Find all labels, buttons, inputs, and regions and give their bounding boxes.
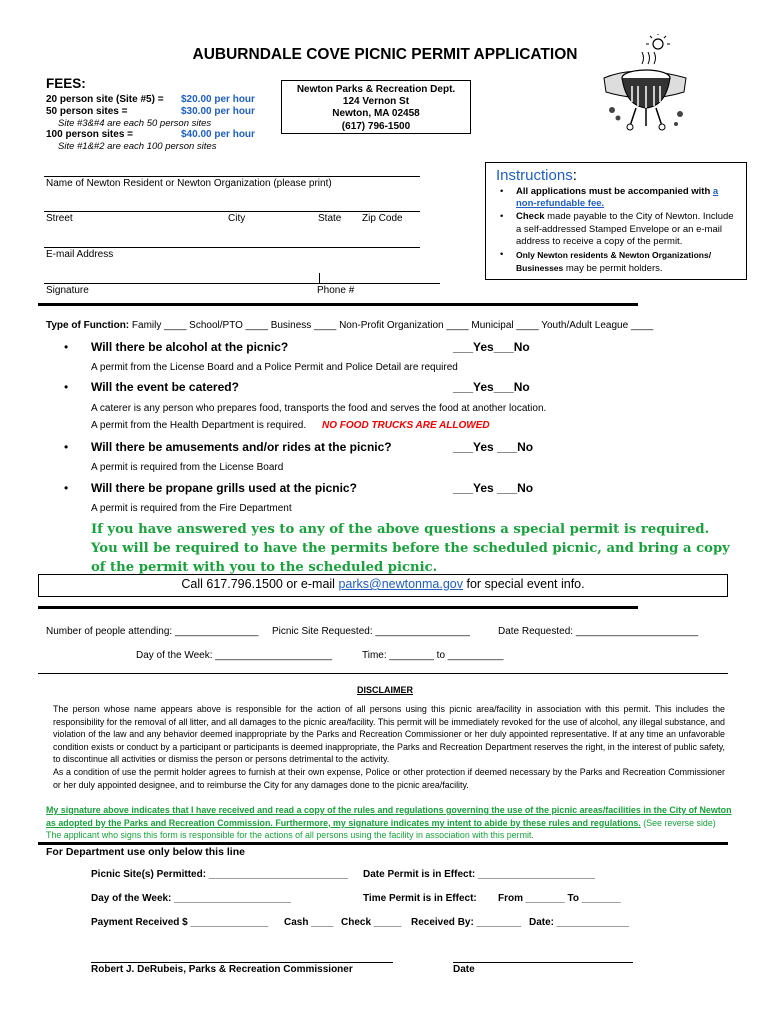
people-attending-field[interactable]: Number of people attending: _______________ [46, 626, 259, 637]
commissioner-date-label: Date [453, 964, 475, 975]
dept-day-field[interactable]: Day of the Week: _____________________ [91, 893, 291, 904]
phone-label: Phone # [317, 285, 355, 296]
disclaimer-para-1: The person whose name appears above is responsible for the action of all persons using this picnic area/facility in association with this permit. This includes the responsibility for the removal of all litter, and all damages to the picnic area/facility. This permit will be immediately revoked for the use of alcohol, any illegal substance, and violation of the law and any behavior deemed inappropriate by the Parks and Recreation Commissioner or her duly appointed representative. If at any time an unfavorable condition exists or conduct by a participant or participants is deemed inappropriate, the Parks and Recreation Department reserves the right, in the interest of public safety, to discontinue all activities or dismiss the person or persons detrimental to the activity. [53, 704, 725, 765]
email-line[interactable] [44, 247, 420, 248]
signature-line[interactable] [44, 283, 440, 284]
call-text: Call 617.796.1500 or e-mail [181, 577, 339, 591]
divider-top [38, 303, 638, 306]
note-propane: A permit is required from the Fire Department [91, 503, 292, 514]
acknowledgement-bold: My signature above indicates that I have received and read a copy of the rules and regulations governing the use of the picnic areas/facilities in the City of Newton as adopted by the Parks and Recreation Commission. Furthermore, my signature indicates my intent to abide by these rules and regulations. [46, 805, 732, 828]
date-in-effect-field[interactable]: Date Permit is in Effect: _____________________ [363, 869, 595, 880]
instruction-item-fee [492, 186, 740, 210]
from-to-field[interactable]: From _______ To _______ [498, 893, 621, 904]
fee-site5-label: 20 person site (Site #5) = [46, 94, 164, 105]
special-event-callout [38, 574, 728, 597]
question-catered: Will the event be catered? [91, 380, 239, 394]
name-line[interactable] [44, 176, 420, 177]
city-label: City [228, 213, 246, 224]
time-in-effect-label: Time Permit is in Effect: [363, 893, 477, 904]
check-field[interactable]: Check _____ [341, 917, 402, 928]
divider-department [38, 842, 728, 845]
address-phone: (617) 796-1500 [341, 120, 411, 132]
address-box [281, 80, 471, 134]
fees-heading: FEES: [46, 76, 86, 91]
commissioner-name: Robert J. DeRubeis, Parks & Recreation Commissioner [91, 964, 353, 975]
warning-food-trucks: NO FOOD TRUCKS ARE ALLOWED [322, 420, 490, 431]
signature-label: Signature [46, 285, 89, 296]
instruction-item-residents [492, 249, 740, 275]
answer-amusements[interactable]: ___Yes ___No [453, 440, 534, 454]
fee-site5 [46, 94, 255, 105]
note-amusements: A permit is required from the License Board [91, 462, 284, 473]
answer-catered[interactable]: ___Yes___No [453, 380, 530, 394]
site-requested-field[interactable]: Picnic Site Requested: _________________ [272, 626, 470, 637]
divider-middle [38, 606, 638, 609]
bullet-icon: • [64, 340, 69, 354]
address-city: Newton, MA 02458 [332, 108, 420, 120]
signature-divider [319, 273, 320, 283]
address-dept: Newton Parks & Recreation Dept. [296, 84, 456, 95]
dept-date-field[interactable]: Date: _____________ [529, 917, 630, 928]
zip-label: Zip Code [362, 213, 403, 224]
name-label: Name of Newton Resident or Newton Organization (please print) [46, 178, 332, 189]
note-health: A permit from the Health Department is required. [91, 420, 307, 431]
disclaimer-para-2: As a condition of use the permit holder agrees to furnish at their own expense, Police or other protection if deemed necessary by the Parks and Recreation Commissioner or her duly appointed designee, and to reimburse the City for any damages done to the picnic area/facility. [53, 766, 725, 790]
fee-site100-label: 100 person sites = [46, 129, 133, 140]
acknowledgement-line2: The applicant who signs this form is responsible for the actions of all persons using the facility in association with this permit. [46, 830, 534, 841]
answer-alcohol[interactable]: ___Yes___No [453, 340, 530, 354]
instruction-residents-bold: Only Newton residents & Newton Organizations/ Businesses [516, 250, 712, 274]
day-of-week-field[interactable]: Day of the Week: _____________________ [136, 650, 333, 661]
date-requested-field[interactable]: Date Requested: ______________________ [498, 626, 699, 637]
function-options[interactable]: Family ____ School/PTO ____ Business ____ Non-Profit Organization ____ Municipal ____ Youth/Adult League ____ [131, 320, 654, 331]
payment-field[interactable]: Payment Received $ ______________ [91, 917, 269, 928]
question-propane: Will there be propane grills used at the picnic? [91, 481, 357, 495]
department-heading: For Department use only below this line [46, 846, 245, 858]
answer-propane[interactable]: ___Yes ___No [453, 481, 534, 495]
fee-site100 [46, 129, 255, 140]
note-alcohol: A permit from the License Board and a Police Permit and Police Detail are required [91, 362, 458, 373]
instructions-title: Instructions [496, 167, 573, 184]
fee-site50-price: $30.00 per hour [181, 106, 255, 117]
email-label: E-mail Address [46, 249, 114, 260]
call-text-post: for special event info. [463, 577, 585, 591]
page-title: AUBURNDALE COVE PICNIC PERMIT APPLICATION [192, 46, 578, 63]
address-street: 124 Vernon St [342, 96, 410, 108]
disclaimer-heading: DISCLAIMER [357, 685, 413, 695]
bullet-icon: • [64, 380, 69, 394]
sites-permitted-field[interactable]: Picnic Site(s) Permitted: _________________________ [91, 869, 348, 880]
function-label: Type of Function: [46, 320, 130, 331]
instruction-check-bold: Check [516, 211, 545, 223]
time-field[interactable]: Time: ________ to __________ [362, 650, 504, 661]
special-permit-notice: If you have answered yes to any of the above questions a special permit is required. You will be required to have the permits before the scheduled picnic, and bring a copy of the permit with you to the scheduled picnic. [91, 522, 730, 575]
fee-site50-note: Site #3&#4 are each 50 person sites [58, 118, 212, 129]
instruction-fee-link: a non-refundable fee. [516, 186, 719, 210]
cash-field[interactable]: Cash ____ [284, 917, 334, 928]
instruction-residents-rest: may be permit holders. [563, 263, 663, 275]
note-caterer: A caterer is any person who prepares food, transports the food and serves the food at another location. [91, 403, 547, 414]
question-alcohol: Will there be alcohol at the picnic? [91, 340, 289, 354]
bullet-icon: • [64, 440, 69, 454]
question-amusements: Will there be amusements and/or rides at the picnic? [91, 440, 392, 454]
commissioner-date-line[interactable] [453, 962, 633, 963]
street-label: Street [46, 213, 73, 224]
email-link[interactable]: parks@newtonma.gov [338, 577, 463, 591]
received-by-field[interactable]: Received By: ________ [411, 917, 522, 928]
instructions-box [485, 162, 747, 280]
fee-site100-note: Site #1&#2 are each 100 person sites [58, 141, 217, 152]
fee-site50-label: 50 person sites = [46, 106, 128, 117]
instructions-colon: : [572, 167, 577, 184]
bullet-icon: • [64, 481, 69, 495]
divider-disclaimer [38, 673, 728, 674]
acknowledgement-see: (See reverse side) [640, 817, 716, 828]
grill-icon [596, 34, 696, 134]
commissioner-signature-line[interactable] [91, 962, 393, 963]
disclaimer-text [53, 703, 725, 791]
state-label: State [318, 213, 342, 224]
instruction-fee-text: All applications must be accompanied with [516, 186, 713, 197]
function-row [46, 320, 653, 331]
instruction-check-rest: made payable to the City of Newton. Include a self-addressed Stamped Envelope or an e-mail address to receive a copy of the permit. [516, 211, 734, 247]
fee-site50 [46, 106, 255, 117]
fee-site100-price: $40.00 per hour [181, 129, 255, 140]
street-line[interactable] [44, 211, 420, 212]
instruction-item-check [492, 211, 740, 248]
signature-acknowledgement [46, 804, 736, 842]
fee-site5-price: $20.00 per hour [181, 94, 255, 105]
